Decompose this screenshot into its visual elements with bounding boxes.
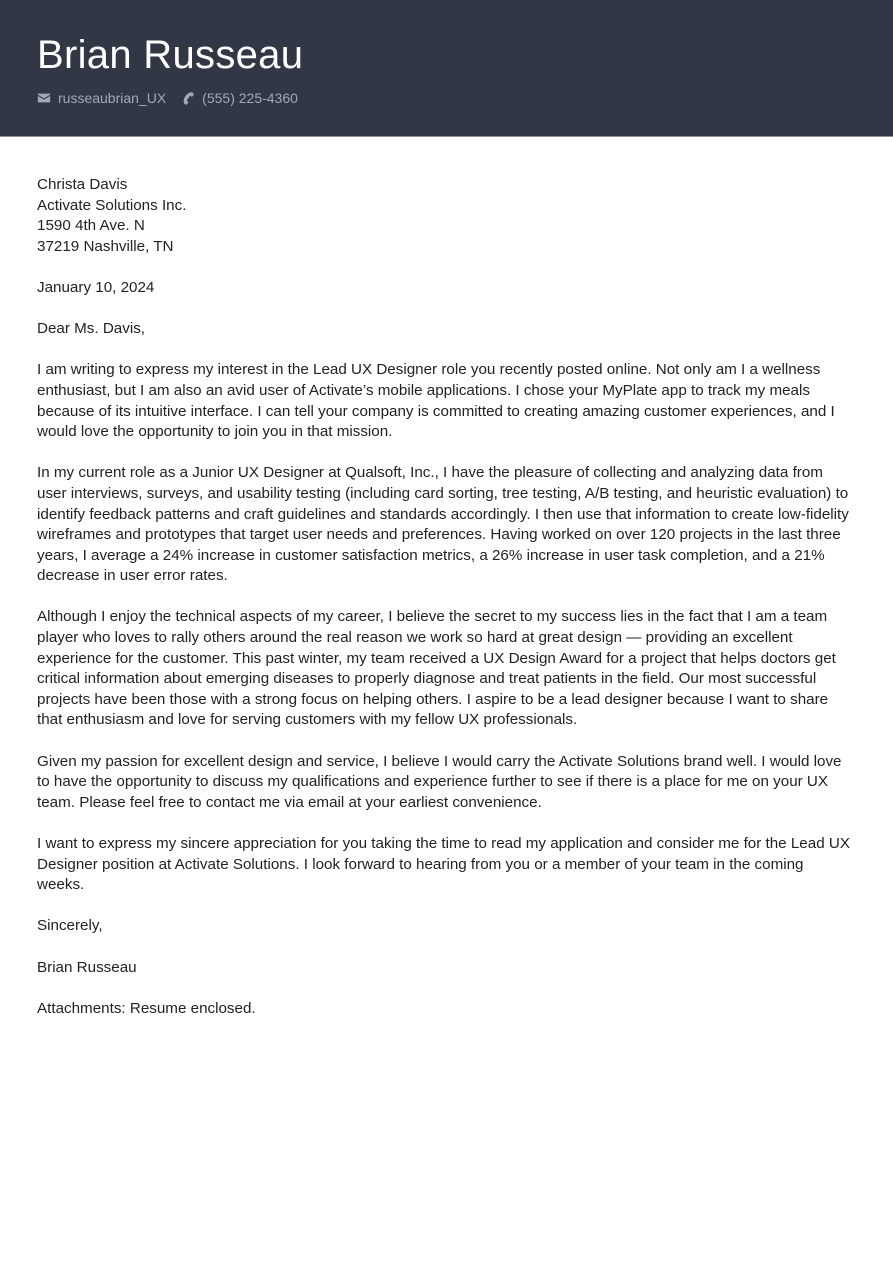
recipient-city: 37219 Nashville, TN [37, 237, 174, 255]
contact-info [37, 88, 856, 108]
envelope-icon [37, 91, 51, 105]
letter-date: January 10, 2024 [37, 278, 155, 296]
recipient-address [37, 175, 852, 257]
signature: Brian Russeau [37, 958, 137, 976]
paragraph-teamwork: Although I enjoy the technical aspects of my career, I believe the secret to my success lies in the fact that I am a team player who loves to rally others around the real reason we work so hard at great design — providing an excellent experience for the customer. This past winter, my team received a UX Design Award for a project that helps doctors get critical information about emerging diseases to properly diagnose and treat patients in the field. Our most successful projects have been those with a strong focus on helping others. I aspire to be a lead designer because I want to share that enthusiasm and love for serving customers with my fellow UX professionals. [37, 608, 836, 729]
sender-name: Brian Russeau [37, 33, 304, 77]
recipient-company: Activate Solutions Inc. [37, 196, 187, 214]
letter-header [0, 0, 893, 137]
salutation: Dear Ms. Davis, [37, 320, 146, 338]
phone-icon [181, 91, 195, 105]
recipient-name: Christa Davis [37, 176, 128, 193]
paragraph-intro: I am writing to express my interest in the Lead UX Designer role you recently posted online. Not only am I a wellness enthusiast, but I am also an avid user of Activate’s mobile applications. I chose your MyPlate app to track my meals because of its intuitive interface. I can tell your company is committed to creating amazing customer experiences, and I would love the opportunity to join you in that mission. [37, 361, 835, 441]
recipient-street: 1590 4th Ave. N [37, 217, 145, 235]
letter-body [0, 137, 893, 1019]
closing: Sincerely, [37, 917, 103, 935]
paragraph-fit: Given my passion for excellent design and service, I believe I would carry the Activate Solutions brand well. I would love to have the opportunity to discuss my qualifications and experience further to see if there is a place for me on your UX team. Please feel free to contact me via email at your earliest convenience. [37, 752, 842, 811]
contact-email [37, 88, 166, 108]
email-text: russeaubrian_UX [58, 90, 167, 106]
phone-text: (555) 225-4360 [202, 90, 298, 106]
paragraph-experience: In my current role as a Junior UX Designer at Qualsoft, Inc., I have the pleasure of collecting and analyzing data from user interviews, surveys, and usability testing (including card sorting, tree testing, A/B testing, and heuristic evaluation) to identify feedback patterns and craft guidelines and standards accordingly. I then use that information to create low-fidelity wireframes and prototypes that target user needs and preferences. Having worked on over 120 projects in the last three years, I average a 24% increase in customer satisfaction metrics, a 26% increase in user task completion, and a 21% decrease in user error rates. [37, 464, 849, 585]
attachments-note: Attachments: Resume enclosed. [37, 999, 256, 1017]
contact-phone [181, 88, 298, 108]
paragraph-thanks: I want to express my sincere appreciation for you taking the time to read my application and consider me for the Lead UX Designer position at Activate Solutions. I look forward to hearing from you or a member of your team in the coming weeks. [37, 835, 850, 894]
